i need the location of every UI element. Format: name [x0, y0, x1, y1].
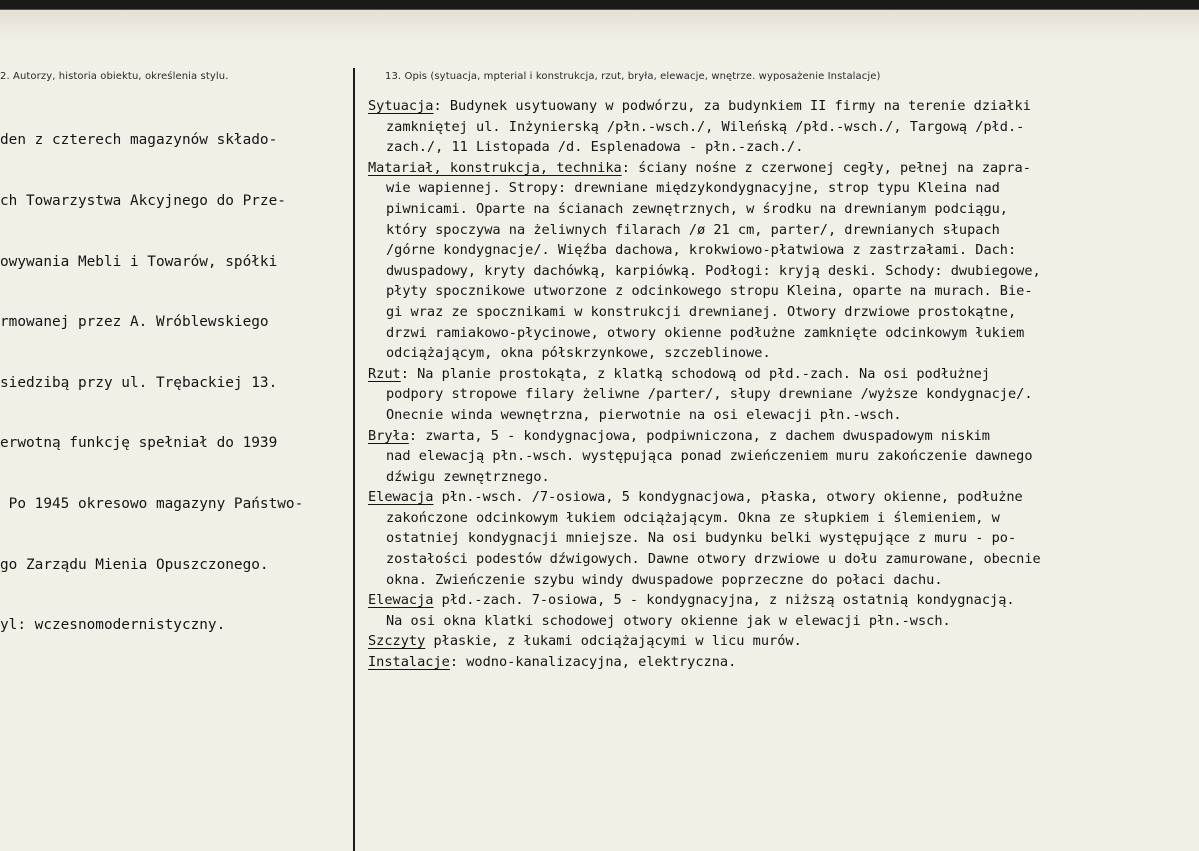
section-elevation-sw: Elewacja płd.-zach. 7-osiowa, 5 - kondygnacyjna, z niższą ostatnią kondygnacją. Na osi okna klatki schodowej otwory okienne jak w elewacji płn.-wsch. [368, 592, 1015, 629]
history-line: owywania Mebli i Towarów, spółki [0, 253, 278, 270]
history-line: Po 1945 okresowo magazyny Państwo- [0, 496, 304, 513]
section-label: Szczyty [368, 633, 426, 650]
section-massing: Bryła: zwarta, 5 - kondygnacjowa, podpiwniczona, z dachem dwuspadowym niskim nad elewacją płn.-wsch. występująca ponad zwieńczeniem muru zakończenie dawnego dźwigu zewnętrznego. [368, 427, 1033, 485]
section-label: Instalacje [368, 654, 450, 671]
history-line: siedzibą przy ul. Trębackiej 13. [0, 374, 278, 391]
history-line: ch Towarzystwa Akcyjnego do Prze- [0, 193, 286, 210]
section-gables: Szczyty płaskie, z łukami odciążającymi w licu murów. [368, 633, 802, 650]
section-label: Matariał, konstrukcja, technika [368, 159, 622, 176]
history-text [0, 90, 350, 676]
section-label: Elewacja [368, 592, 434, 609]
section-elevation-ne: Elewacja płn.-wsch. /7-osiowa, 5 kondygnacjowa, płaska, otwory okienne, podłużne zakończone odcinkowym łukiem odciążającym. Okna ze słupkiem i ślemieniem, w ostatniej kondygnacji mniejsze. Na osi budynku belki występujące z muru - po- zostałości podestów dźwigowych. Dawne otwory drzwiowe u dołu zamurowane, obecnie okna. Zwieńczenie szybu windy dwuspadowe poprzeczne do połaci dachu. [368, 489, 1041, 588]
right-column-header: 13. Opis (sytuacja, mpterial i konstrukcja, rzut, bryła, elewacje, wnętrze. wyposażenie Instalacje) [385, 71, 881, 82]
scanner-top-edge [0, 0, 1199, 10]
section-material: Matariał, konstrukcja, technika: ściany nośne z czerwonej cegły, pełnej na zapra- wie wapiennej. Stropy: drewniane międzykondygnacyjne, strop typu Kleina nad piwnicami. Oparte na ścianach zewnętrznych, w środku na drewnianym podciągu, który spoczywa na żeliwnych filarach /ø 21 cm, parter/, drewnianych słupach /górne kondygnacje/. Więźba dachowa, krokwiowo-płatwiowa z zastrzałami. Dach: dwuspadowy, kryty dachówką, karpiówką. Podłogi: kryją deski. Schody: dwubiegowe, płyty spocznikowe utworzone z odcinkowego stropu Kleina, oparte na murach. Bie- gi wraz ze spocznikami w konstrukcji drewnianej. Otwory drzwiowe prostokątne, drzwi ramiakowo-płycinowe, otwory okienne podłużne zamknięte odcinkowym łukiem odciążającym, okna półskrzynkowe, szczeblinowe. [368, 159, 1041, 362]
left-column-header: 2. Autorzy, historia obiektu, określenia stylu. [0, 71, 229, 82]
section-plan: Rzut: Na planie prostokąta, z klatką schodową od płd.-zach. Na osi podłużnej podpory stropowe filary żeliwne /parter/, słupy drewniane /wyższe kondygnacje/. Onecnie winda wewnętrzna, pierwotnie na osi elewacji płn.-wsch. [368, 365, 1033, 423]
history-line: go Zarządu Mienia Opuszczonego. [0, 556, 269, 573]
section-label: Bryła [368, 427, 409, 444]
history-line: rmowanej przez A. Wróblewskiego [0, 314, 269, 331]
column-divider [353, 68, 355, 851]
section-label: Rzut [368, 365, 401, 382]
history-line: erwotną funkcję spełniał do 1939 [0, 435, 278, 452]
catalog-card-page [0, 10, 1199, 851]
section-installations: Instalacje: wodno-kanalizacyjna, elektryczna. [368, 654, 737, 671]
section-situation: Sytuacja: Budynek usytuowany w podwórzu, za budynkiem II firmy na terenie działki zamkniętej ul. Inżynierską /płn.-wsch./, Wileńską /płd.-wsch./, Targową /płd.- zach./, 11 Listopada /d. Esplenadowa - płn.-zach./. [368, 98, 1031, 156]
description-text [368, 96, 1198, 673]
history-line: den z czterech magazynów składo- [0, 132, 278, 149]
section-label: Elewacja [368, 489, 434, 506]
history-line: yl: wczesnomodernistyczny. [0, 617, 226, 634]
section-label: Sytuacja [368, 98, 434, 114]
